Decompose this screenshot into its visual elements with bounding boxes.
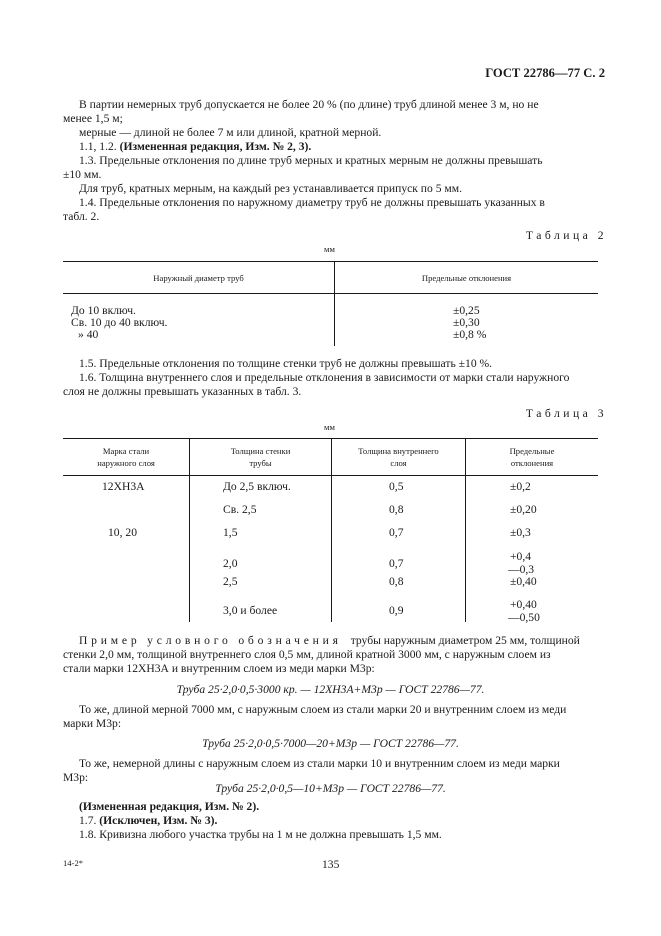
- table-rule: [63, 293, 598, 294]
- table-cell: До 2,5 включ.: [223, 480, 291, 493]
- table-header: отклонения: [510, 458, 554, 468]
- table-cell: » 40: [78, 328, 99, 341]
- paragraph-line: Для труб, кратных мерным, на каждый рез устанавливается припуск по 5 мм.: [79, 182, 462, 195]
- table-cell: ±0,40: [510, 575, 537, 588]
- amendment-text: (Измененная редакция, Изм. № 2, 3).: [119, 140, 312, 153]
- paragraph-line: ±10 мм.: [63, 168, 102, 181]
- table-cell: 2,5: [223, 575, 238, 588]
- table-cell: 3,0 и более: [223, 604, 278, 617]
- table-cell: Св. 2,5: [223, 503, 257, 516]
- table-cell: 0,5: [389, 480, 404, 493]
- paragraph-line: М3р:: [63, 771, 89, 784]
- table-cell: ±0,20: [510, 503, 537, 516]
- table-cell: ±0,8 %: [453, 328, 487, 341]
- page-header: ГОСТ 22786—77 С. 2: [485, 66, 605, 80]
- table-cell: +0,4: [510, 550, 532, 563]
- table-cell: +0,40: [510, 598, 537, 611]
- table-header: слоя: [390, 458, 407, 468]
- table-cell: 0,8: [389, 503, 404, 516]
- table-cell: 2,0: [223, 557, 238, 570]
- table-rule: [63, 261, 598, 262]
- amendment-text: (Исключен, Изм. № 3).: [99, 814, 218, 827]
- designation-formula: Труба 25·2,0·0,5—10+М3р — ГОСТ 22786—77.: [215, 782, 446, 795]
- table-header: наружного слоя: [97, 458, 155, 468]
- table-cell: —0,3: [508, 563, 535, 576]
- page-number: 135: [322, 858, 340, 871]
- table-cell: Св. 10 до 40 включ.: [71, 316, 168, 329]
- table-header: Наружный диаметр труб: [153, 273, 244, 283]
- table-unit: мм: [324, 422, 335, 432]
- amendment-note: [79, 140, 311, 154]
- table-unit: мм: [324, 244, 335, 254]
- paragraph-line: 1.4. Предельные отклонения по наружному диаметру труб не должны превышать указанных в: [79, 196, 545, 209]
- table-cell: ±0,2: [510, 480, 531, 493]
- table-header: Толщина внутреннего: [358, 446, 439, 456]
- table-cell: 0,7: [389, 557, 404, 570]
- amendment-note: (Измененная редакция, Изм. № 2).: [79, 800, 260, 813]
- paragraph-line: В партии немерных труб допускается не более 20 % (по длине) труб длиной менее 3 м, но не: [79, 98, 539, 111]
- paragraph-line: менее 1,5 м;: [63, 112, 123, 125]
- clause-line: [79, 814, 217, 828]
- paragraph-line: То же, длиной мерной 7000 мм, с наружным слоем из стали марки 20 и внутренним слоем из меди: [79, 703, 567, 716]
- paragraph-line: марки М3р:: [63, 717, 122, 730]
- table-header: Предельные: [509, 446, 555, 456]
- paragraph-line: мерные — длиной не более 7 м или длиной, кратной мерной.: [79, 126, 382, 139]
- table-header: Марка стали: [102, 446, 150, 456]
- paragraph-line: То же, немерной длины с наружным слоем из стали марки 10 и внутренним слоем из меди марки: [79, 757, 560, 770]
- table-header: Толщина стенки: [230, 446, 291, 456]
- table-cell: ±0,3: [510, 526, 531, 539]
- table-header: Предельные отклонения: [421, 273, 512, 283]
- paragraph-line: 1.8. Кривизна любого участка трубы на 1 м не должна превышать 1,5 мм.: [79, 828, 442, 841]
- clause-number: 1.7.: [79, 814, 100, 827]
- table-cell: 12ХН3А: [102, 480, 145, 493]
- paragraph-line: 1.6. Толщина внутреннего слоя и предельные отклонения в зависимости от марки стали наружного: [79, 371, 570, 384]
- table-caption: Таблица 2: [525, 229, 607, 242]
- table-cell: 10, 20: [108, 526, 137, 539]
- table-cell: ±0,30: [453, 316, 480, 329]
- paragraph-line: слоя не должны превышать указанных в табл. 3.: [63, 385, 302, 398]
- paragraph-line: 1.5. Предельные отклонения по толщине стенки труб не должны превышать ±10 %.: [79, 357, 493, 370]
- example-text: трубы наружным диаметром 25 мм, толщиной: [350, 634, 580, 647]
- table-header: трубы: [249, 458, 272, 468]
- table-cell: 1,5: [223, 526, 238, 539]
- paragraph-line: стенки 2,0 мм, толщиной внутреннего слоя 0,5 мм, длиной кратной 3000 мм, с наружным слоем из: [63, 648, 551, 661]
- footer-signature: 14-2*: [63, 858, 84, 868]
- table-cell: ±0,25: [453, 304, 480, 317]
- table-cell: —0,50: [508, 611, 540, 624]
- table-cell: До 10 включ.: [71, 304, 136, 317]
- example-line: [79, 634, 580, 648]
- paragraph-line: 1.3. Предельные отклонения по длине труб мерных и кратных мерным не должны превышать: [79, 154, 543, 167]
- paragraph-line: стали марки 12ХН3А и внутренним слоем из меди марки М3р:: [63, 662, 375, 675]
- example-lead: Пример условного обозначения: [79, 634, 342, 647]
- designation-formula: Труба 25·2,0·0,5·7000—20+М3р — ГОСТ 22786—77.: [202, 737, 459, 750]
- clause-number: 1.1, 1.2.: [79, 140, 120, 153]
- table-cell: 0,7: [389, 526, 404, 539]
- table-cell: 0,8: [389, 575, 404, 588]
- designation-formula: Труба 25·2,0·0,5·3000 кр. — 12ХН3А+М3р — ГОСТ 22786—77.: [176, 683, 485, 696]
- paragraph-line: табл. 2.: [63, 210, 100, 223]
- table-cell: 0,9: [389, 604, 404, 617]
- table-caption: Таблица 3: [525, 407, 607, 420]
